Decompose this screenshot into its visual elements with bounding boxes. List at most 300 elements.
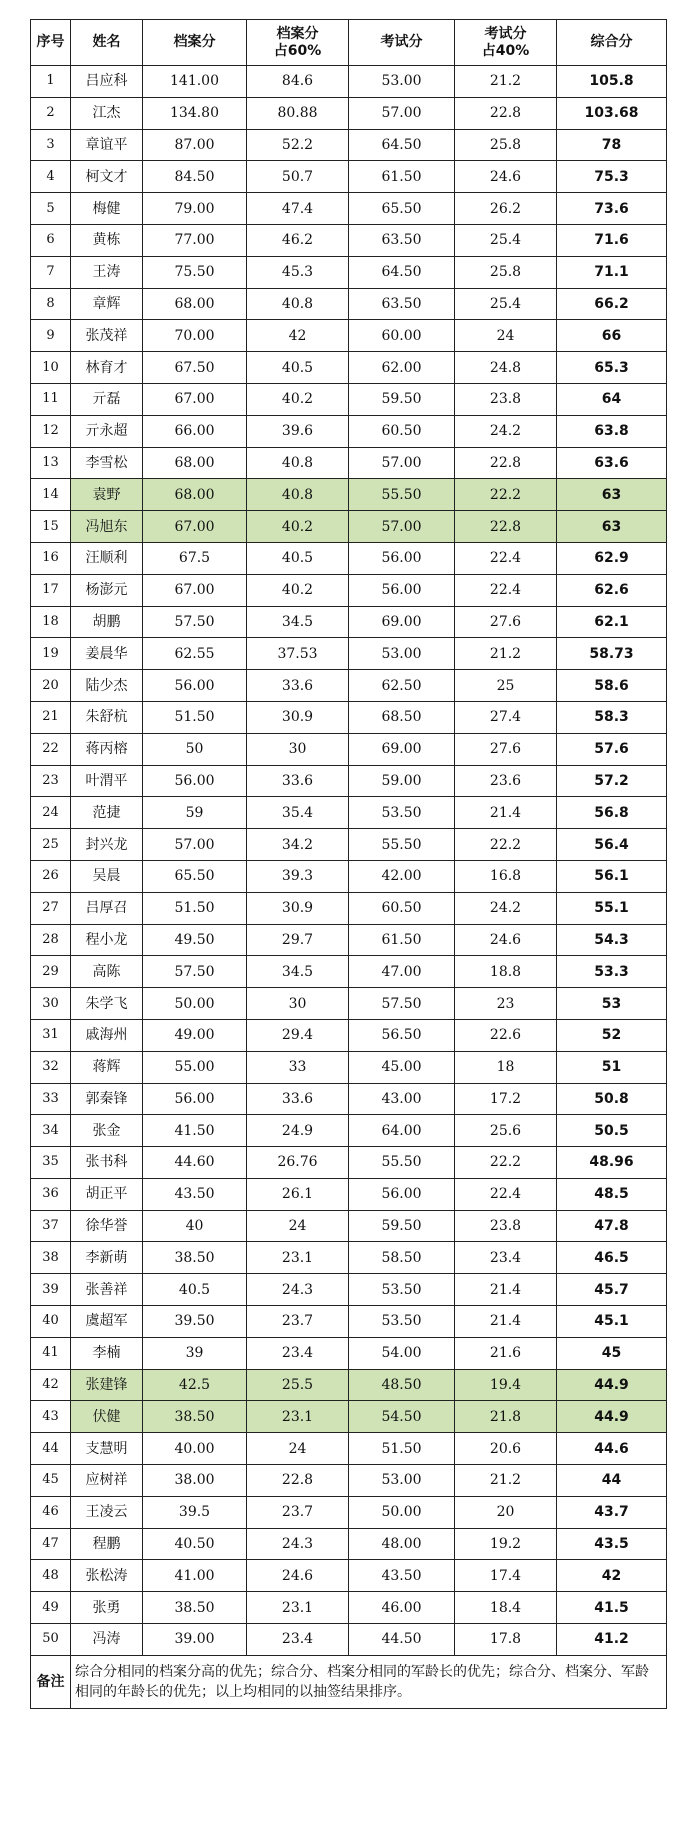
cell-exam-weighted: 23.8 [455, 383, 557, 415]
cell-composite: 45 [557, 1337, 667, 1369]
cell-name: 高陈 [71, 956, 143, 988]
cell-name: 张善祥 [71, 1274, 143, 1306]
cell-exam-weighted: 17.4 [455, 1560, 557, 1592]
cell-exam-weighted: 21.2 [455, 66, 557, 98]
cell-name: 王凌云 [71, 1496, 143, 1528]
cell-exam-score: 64.50 [349, 129, 455, 161]
cell-composite: 48.96 [557, 1147, 667, 1179]
cell-file-weighted: 35.4 [247, 797, 349, 829]
cell-exam-weighted: 23.4 [455, 1242, 557, 1274]
cell-exam-weighted: 24.8 [455, 352, 557, 384]
cell-index: 37 [31, 1210, 71, 1242]
table-row [31, 447, 667, 479]
cell-exam-score: 43.00 [349, 1083, 455, 1115]
cell-exam-score: 65.50 [349, 193, 455, 225]
cell-index: 3 [31, 129, 71, 161]
table-row [31, 829, 667, 861]
cell-name: 章辉 [71, 288, 143, 320]
cell-exam-score: 53.00 [349, 638, 455, 670]
cell-composite: 63.6 [557, 447, 667, 479]
cell-file-weighted: 24 [247, 1433, 349, 1465]
cell-file-weighted: 45.3 [247, 256, 349, 288]
table-row [31, 1274, 667, 1306]
cell-file-weighted: 24.9 [247, 1115, 349, 1147]
cell-exam-score: 60.50 [349, 892, 455, 924]
cell-composite: 57.6 [557, 733, 667, 765]
cell-file-weighted: 24 [247, 1210, 349, 1242]
cell-file-weighted: 40.2 [247, 574, 349, 606]
table-row [31, 1337, 667, 1369]
cell-exam-score: 44.50 [349, 1624, 455, 1656]
cell-exam-score: 57.00 [349, 447, 455, 479]
cell-file-weighted: 23.1 [247, 1401, 349, 1433]
cell-index: 20 [31, 670, 71, 702]
cell-file-score: 68.00 [143, 479, 247, 511]
cell-name: 蒋丙榕 [71, 733, 143, 765]
cell-file-score: 134.80 [143, 97, 247, 129]
table-row [31, 956, 667, 988]
table-row [31, 415, 667, 447]
table-row [31, 606, 667, 638]
table-row [31, 1465, 667, 1497]
cell-index: 31 [31, 1019, 71, 1051]
cell-name: 李新萌 [71, 1242, 143, 1274]
cell-composite: 55.1 [557, 892, 667, 924]
cell-file-score: 59 [143, 797, 247, 829]
cell-composite: 41.2 [557, 1624, 667, 1656]
cell-exam-score: 53.50 [349, 797, 455, 829]
table-row [31, 1401, 667, 1433]
table-row [31, 1306, 667, 1338]
table-row [31, 797, 667, 829]
cell-exam-score: 59.00 [349, 765, 455, 797]
table-row [31, 1051, 667, 1083]
cell-composite: 43.5 [557, 1528, 667, 1560]
cell-composite: 73.6 [557, 193, 667, 225]
cell-composite: 58.6 [557, 670, 667, 702]
table-row [31, 1528, 667, 1560]
table-row [31, 924, 667, 956]
cell-exam-score: 57.50 [349, 988, 455, 1020]
cell-exam-score: 47.00 [349, 956, 455, 988]
cell-composite: 45.7 [557, 1274, 667, 1306]
cell-exam-score: 63.50 [349, 288, 455, 320]
cell-file-weighted: 40.5 [247, 352, 349, 384]
cell-exam-score: 42.00 [349, 860, 455, 892]
cell-exam-score: 53.00 [349, 66, 455, 98]
cell-exam-score: 60.00 [349, 320, 455, 352]
cell-exam-weighted: 22.2 [455, 479, 557, 511]
cell-file-weighted: 23.4 [247, 1624, 349, 1656]
cell-name: 王涛 [71, 256, 143, 288]
cell-file-weighted: 24.6 [247, 1560, 349, 1592]
cell-exam-score: 53.00 [349, 1465, 455, 1497]
cell-name: 张建锋 [71, 1369, 143, 1401]
cell-file-score: 39 [143, 1337, 247, 1369]
cell-exam-score: 56.00 [349, 542, 455, 574]
cell-exam-weighted: 19.4 [455, 1369, 557, 1401]
cell-exam-weighted: 22.2 [455, 829, 557, 861]
cell-file-weighted: 40.8 [247, 288, 349, 320]
cell-file-weighted: 39.6 [247, 415, 349, 447]
cell-exam-weighted: 23 [455, 988, 557, 1020]
cell-name: 冯涛 [71, 1624, 143, 1656]
cell-exam-score: 64.00 [349, 1115, 455, 1147]
cell-exam-weighted: 25.4 [455, 224, 557, 256]
cell-composite: 50.5 [557, 1115, 667, 1147]
cell-composite: 53.3 [557, 956, 667, 988]
header-composite: 综合分 [557, 20, 667, 66]
cell-exam-weighted: 21.8 [455, 1401, 557, 1433]
cell-exam-score: 61.50 [349, 161, 455, 193]
cell-file-weighted: 23.4 [247, 1337, 349, 1369]
cell-exam-score: 69.00 [349, 606, 455, 638]
table-row [31, 66, 667, 98]
cell-file-weighted: 40.8 [247, 479, 349, 511]
cell-index: 33 [31, 1083, 71, 1115]
cell-file-weighted: 84.6 [247, 66, 349, 98]
cell-exam-weighted: 21.4 [455, 1274, 557, 1306]
cell-exam-score: 57.00 [349, 511, 455, 543]
cell-composite: 63 [557, 479, 667, 511]
table-row [31, 1560, 667, 1592]
cell-exam-score: 55.50 [349, 479, 455, 511]
cell-index: 48 [31, 1560, 71, 1592]
cell-composite: 44.9 [557, 1401, 667, 1433]
cell-file-weighted: 39.3 [247, 860, 349, 892]
cell-name: 范捷 [71, 797, 143, 829]
cell-composite: 62.6 [557, 574, 667, 606]
cell-file-weighted: 40.8 [247, 447, 349, 479]
cell-file-weighted: 52.2 [247, 129, 349, 161]
cell-exam-score: 68.50 [349, 701, 455, 733]
cell-composite: 44.6 [557, 1433, 667, 1465]
cell-exam-weighted: 18.8 [455, 956, 557, 988]
table-row [31, 256, 667, 288]
table-row [31, 479, 667, 511]
cell-composite: 64 [557, 383, 667, 415]
remark-row [31, 1655, 667, 1708]
cell-exam-weighted: 24.2 [455, 892, 557, 924]
cell-index: 39 [31, 1274, 71, 1306]
cell-index: 35 [31, 1147, 71, 1179]
cell-index: 10 [31, 352, 71, 384]
cell-name: 梅健 [71, 193, 143, 225]
cell-file-score: 75.50 [143, 256, 247, 288]
table-row [31, 733, 667, 765]
cell-index: 1 [31, 66, 71, 98]
table-row [31, 1147, 667, 1179]
cell-composite: 105.8 [557, 66, 667, 98]
cell-composite: 63.8 [557, 415, 667, 447]
cell-exam-weighted: 22.8 [455, 511, 557, 543]
cell-file-score: 56.00 [143, 670, 247, 702]
cell-file-score: 67.5 [143, 542, 247, 574]
cell-file-weighted: 33 [247, 1051, 349, 1083]
cell-exam-weighted: 24.2 [455, 415, 557, 447]
cell-name: 应树祥 [71, 1465, 143, 1497]
cell-index: 38 [31, 1242, 71, 1274]
cell-composite: 65.3 [557, 352, 667, 384]
cell-composite: 103.68 [557, 97, 667, 129]
cell-exam-score: 50.00 [349, 1496, 455, 1528]
cell-name: 蒋辉 [71, 1051, 143, 1083]
cell-name: 吴晨 [71, 860, 143, 892]
cell-composite: 52 [557, 1019, 667, 1051]
cell-exam-weighted: 18 [455, 1051, 557, 1083]
cell-exam-weighted: 25.8 [455, 129, 557, 161]
cell-exam-weighted: 25.8 [455, 256, 557, 288]
cell-index: 26 [31, 860, 71, 892]
cell-name: 张勇 [71, 1592, 143, 1624]
cell-file-score: 84.50 [143, 161, 247, 193]
cell-exam-weighted: 23.6 [455, 765, 557, 797]
cell-composite: 50.8 [557, 1083, 667, 1115]
cell-file-score: 50.00 [143, 988, 247, 1020]
cell-name: 杨澎元 [71, 574, 143, 606]
cell-composite: 41.5 [557, 1592, 667, 1624]
cell-composite: 45.1 [557, 1306, 667, 1338]
cell-file-weighted: 30.9 [247, 701, 349, 733]
cell-name: 张金 [71, 1115, 143, 1147]
cell-composite: 53 [557, 988, 667, 1020]
cell-name: 黄栋 [71, 224, 143, 256]
cell-index: 47 [31, 1528, 71, 1560]
cell-composite: 75.3 [557, 161, 667, 193]
cell-name: 江杰 [71, 97, 143, 129]
cell-file-weighted: 42 [247, 320, 349, 352]
cell-index: 28 [31, 924, 71, 956]
cell-index: 12 [31, 415, 71, 447]
cell-index: 49 [31, 1592, 71, 1624]
cell-index: 23 [31, 765, 71, 797]
cell-name: 林育才 [71, 352, 143, 384]
cell-index: 44 [31, 1433, 71, 1465]
cell-file-weighted: 29.7 [247, 924, 349, 956]
cell-name: 汪顺利 [71, 542, 143, 574]
cell-name: 伏健 [71, 1401, 143, 1433]
cell-file-weighted: 26.76 [247, 1147, 349, 1179]
cell-file-score: 87.00 [143, 129, 247, 161]
table-row [31, 1083, 667, 1115]
cell-exam-weighted: 20 [455, 1496, 557, 1528]
cell-exam-score: 57.00 [349, 97, 455, 129]
cell-exam-score: 63.50 [349, 224, 455, 256]
cell-exam-weighted: 27.6 [455, 733, 557, 765]
cell-exam-score: 62.50 [349, 670, 455, 702]
cell-index: 41 [31, 1337, 71, 1369]
cell-file-weighted: 34.5 [247, 956, 349, 988]
cell-index: 19 [31, 638, 71, 670]
cell-file-score: 51.50 [143, 892, 247, 924]
cell-file-score: 41.00 [143, 1560, 247, 1592]
cell-exam-weighted: 26.2 [455, 193, 557, 225]
cell-exam-weighted: 17.8 [455, 1624, 557, 1656]
cell-index: 9 [31, 320, 71, 352]
header-row [31, 20, 667, 66]
cell-composite: 78 [557, 129, 667, 161]
cell-file-weighted: 40.2 [247, 511, 349, 543]
cell-file-score: 38.50 [143, 1242, 247, 1274]
cell-file-weighted: 47.4 [247, 193, 349, 225]
cell-exam-weighted: 19.2 [455, 1528, 557, 1560]
table-row [31, 1592, 667, 1624]
cell-index: 50 [31, 1624, 71, 1656]
cell-file-score: 39.5 [143, 1496, 247, 1528]
header-name: 姓名 [71, 20, 143, 66]
header-index: 序号 [31, 20, 71, 66]
cell-name: 陆少杰 [71, 670, 143, 702]
cell-file-score: 44.60 [143, 1147, 247, 1179]
cell-name: 冯旭东 [71, 511, 143, 543]
cell-name: 程鹏 [71, 1528, 143, 1560]
cell-name: 亓磊 [71, 383, 143, 415]
cell-exam-score: 60.50 [349, 415, 455, 447]
cell-file-score: 51.50 [143, 701, 247, 733]
cell-name: 徐华誉 [71, 1210, 143, 1242]
cell-exam-weighted: 25 [455, 670, 557, 702]
cell-file-score: 49.00 [143, 1019, 247, 1051]
cell-exam-score: 51.50 [349, 1433, 455, 1465]
cell-file-score: 67.00 [143, 511, 247, 543]
cell-file-weighted: 34.5 [247, 606, 349, 638]
cell-exam-score: 64.50 [349, 256, 455, 288]
cell-name: 李雪松 [71, 447, 143, 479]
cell-exam-weighted: 16.8 [455, 860, 557, 892]
score-table [30, 19, 667, 1709]
cell-exam-score: 61.50 [349, 924, 455, 956]
cell-exam-weighted: 22.4 [455, 574, 557, 606]
cell-exam-weighted: 21.4 [455, 797, 557, 829]
cell-file-weighted: 33.6 [247, 1083, 349, 1115]
cell-composite: 58.3 [557, 701, 667, 733]
cell-exam-weighted: 27.4 [455, 701, 557, 733]
cell-exam-score: 58.50 [349, 1242, 455, 1274]
cell-index: 42 [31, 1369, 71, 1401]
cell-file-score: 77.00 [143, 224, 247, 256]
cell-file-score: 57.00 [143, 829, 247, 861]
table-row [31, 860, 667, 892]
cell-file-score: 49.50 [143, 924, 247, 956]
cell-exam-weighted: 18.4 [455, 1592, 557, 1624]
table-row [31, 1369, 667, 1401]
cell-index: 2 [31, 97, 71, 129]
cell-file-score: 62.55 [143, 638, 247, 670]
cell-composite: 47.8 [557, 1210, 667, 1242]
cell-name: 袁野 [71, 479, 143, 511]
cell-index: 11 [31, 383, 71, 415]
cell-exam-score: 54.00 [349, 1337, 455, 1369]
cell-file-weighted: 37.53 [247, 638, 349, 670]
cell-name: 章谊平 [71, 129, 143, 161]
table-row [31, 1496, 667, 1528]
cell-file-weighted: 30.9 [247, 892, 349, 924]
cell-composite: 62.9 [557, 542, 667, 574]
table-row [31, 574, 667, 606]
table-row [31, 542, 667, 574]
cell-exam-score: 56.50 [349, 1019, 455, 1051]
cell-index: 32 [31, 1051, 71, 1083]
cell-file-score: 50 [143, 733, 247, 765]
cell-composite: 62.1 [557, 606, 667, 638]
table-row [31, 1019, 667, 1051]
cell-exam-weighted: 20.6 [455, 1433, 557, 1465]
cell-exam-weighted: 17.2 [455, 1083, 557, 1115]
cell-exam-weighted: 22.4 [455, 1178, 557, 1210]
table-row [31, 511, 667, 543]
cell-index: 15 [31, 511, 71, 543]
cell-exam-weighted: 22.8 [455, 447, 557, 479]
cell-index: 17 [31, 574, 71, 606]
cell-index: 43 [31, 1401, 71, 1433]
cell-composite: 44.9 [557, 1369, 667, 1401]
cell-file-weighted: 50.7 [247, 161, 349, 193]
cell-file-score: 39.00 [143, 1624, 247, 1656]
cell-name: 郭秦锋 [71, 1083, 143, 1115]
cell-file-score: 40.5 [143, 1274, 247, 1306]
cell-exam-weighted: 21.4 [455, 1306, 557, 1338]
cell-exam-score: 56.00 [349, 1178, 455, 1210]
table-row [31, 193, 667, 225]
cell-exam-score: 45.00 [349, 1051, 455, 1083]
cell-index: 16 [31, 542, 71, 574]
remark-label: 备注 [31, 1655, 71, 1708]
table-row [31, 129, 667, 161]
cell-name: 张书科 [71, 1147, 143, 1179]
cell-file-weighted: 23.7 [247, 1496, 349, 1528]
cell-exam-weighted: 27.6 [455, 606, 557, 638]
cell-file-weighted: 26.1 [247, 1178, 349, 1210]
cell-file-weighted: 34.2 [247, 829, 349, 861]
cell-composite: 54.3 [557, 924, 667, 956]
cell-index: 45 [31, 1465, 71, 1497]
cell-name: 封兴龙 [71, 829, 143, 861]
cell-file-weighted: 23.7 [247, 1306, 349, 1338]
table-row [31, 1210, 667, 1242]
table-row [31, 638, 667, 670]
cell-file-score: 55.00 [143, 1051, 247, 1083]
cell-file-weighted: 33.6 [247, 670, 349, 702]
cell-index: 5 [31, 193, 71, 225]
cell-name: 吕厚召 [71, 892, 143, 924]
table-row [31, 352, 667, 384]
cell-index: 24 [31, 797, 71, 829]
cell-file-weighted: 33.6 [247, 765, 349, 797]
cell-name: 胡正平 [71, 1178, 143, 1210]
cell-exam-weighted: 21.6 [455, 1337, 557, 1369]
cell-index: 4 [31, 161, 71, 193]
cell-exam-weighted: 24 [455, 320, 557, 352]
cell-exam-score: 55.50 [349, 829, 455, 861]
cell-file-score: 68.00 [143, 447, 247, 479]
table-row [31, 97, 667, 129]
cell-file-score: 38.00 [143, 1465, 247, 1497]
cell-file-score: 40.50 [143, 1528, 247, 1560]
table-row [31, 224, 667, 256]
cell-file-score: 70.00 [143, 320, 247, 352]
cell-composite: 42 [557, 1560, 667, 1592]
cell-composite: 56.1 [557, 860, 667, 892]
cell-file-weighted: 23.1 [247, 1592, 349, 1624]
cell-exam-weighted: 24.6 [455, 161, 557, 193]
cell-composite: 56.4 [557, 829, 667, 861]
cell-index: 13 [31, 447, 71, 479]
cell-exam-score: 59.50 [349, 383, 455, 415]
table-row [31, 1242, 667, 1274]
cell-name: 胡鹏 [71, 606, 143, 638]
cell-composite: 58.73 [557, 638, 667, 670]
cell-file-weighted: 24.3 [247, 1528, 349, 1560]
